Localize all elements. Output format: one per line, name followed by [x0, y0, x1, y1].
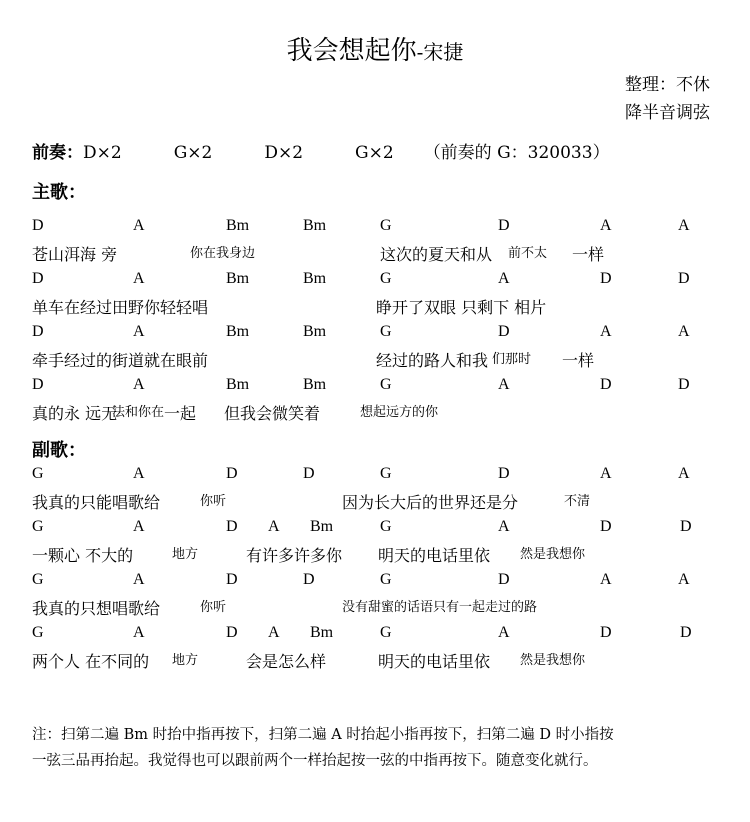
chord-symbol: A	[678, 323, 690, 340]
chord-symbol: D	[226, 465, 238, 482]
chord-symbol: A	[133, 465, 145, 482]
chord-symbol: A	[268, 624, 280, 641]
chord-symbol: A	[678, 465, 690, 482]
chord-symbol: A	[133, 270, 145, 287]
chord-symbol: D	[600, 376, 612, 393]
chord-symbol: D	[32, 323, 44, 340]
chord-symbol: A	[133, 323, 145, 340]
lyric-segment: 这次的夏天和从	[380, 245, 493, 264]
chord-symbol: G	[380, 323, 392, 340]
chord-symbol: G	[32, 518, 44, 535]
chord-symbol: D	[498, 217, 510, 234]
footnote	[32, 722, 614, 774]
chord-symbol: A	[498, 624, 510, 641]
intro-chord: D×2	[83, 143, 122, 163]
chord-symbol: G	[380, 270, 392, 287]
chord-symbol: A	[678, 571, 690, 588]
chord-symbol: A	[133, 624, 145, 641]
chord-symbol: Bm	[303, 270, 327, 287]
lyric-segment: 们那时	[492, 352, 532, 367]
chord-symbol: D	[600, 624, 612, 641]
chord-symbol: D	[600, 518, 612, 535]
lyric-segment: 法和你在	[112, 405, 165, 420]
chord-symbol: G	[32, 465, 44, 482]
chord-symbol: D	[303, 571, 315, 588]
lyric-segment: 你听	[200, 494, 227, 509]
lyric-segment: 睁开了双眼 只剩下 相片	[376, 298, 547, 317]
lyric-segment: 经过的路人和我	[376, 351, 489, 370]
lyric-segment: 但我会微笑着	[224, 404, 321, 423]
chord-symbol: G	[380, 571, 392, 588]
song-title-line	[0, 30, 750, 67]
lyric-segment: 我真的只能唱歌给	[32, 493, 161, 512]
chord-symbol: G	[380, 624, 392, 641]
lyric-segment: 有许多许多你	[246, 546, 343, 565]
chord-symbol: D	[32, 270, 44, 287]
lyric-segment: 地方	[172, 547, 199, 562]
chord-symbol: D	[680, 518, 692, 535]
chord-symbol: Bm	[303, 217, 327, 234]
chord-symbol: A	[600, 217, 612, 234]
chord-symbol: D	[498, 571, 510, 588]
chord-symbol: A	[133, 571, 145, 588]
chord-symbol: D	[226, 624, 238, 641]
lyric-segment: 苍山洱海 旁	[32, 245, 118, 264]
chord-symbol: Bm	[310, 624, 334, 641]
chord-symbol: Bm	[303, 376, 327, 393]
chord-symbol: G	[32, 624, 44, 641]
chord-symbol: Bm	[226, 323, 250, 340]
chord-symbol: Bm	[226, 217, 250, 234]
chord-symbol: G	[380, 376, 392, 393]
chord-symbol: D	[680, 624, 692, 641]
chord-symbol: G	[380, 518, 392, 535]
chord-symbol: A	[133, 376, 145, 393]
chord-symbol: D	[226, 571, 238, 588]
intro-note: （前奏的 G：320033）	[423, 143, 610, 163]
chord-symbol: A	[133, 518, 145, 535]
lyric-segment: 地方	[172, 653, 199, 668]
chord-symbol: A	[678, 217, 690, 234]
lyric-segment: 明天的电话里依	[378, 652, 491, 671]
intro-chord: G×2	[355, 143, 394, 163]
lyric-segment: 没有甜蜜的话语只有一起走过的路	[342, 600, 538, 615]
lyric-segment: 两个人 在不同的	[32, 652, 150, 671]
intro-label: 前奏：	[32, 143, 83, 163]
chord-symbol: A	[268, 518, 280, 535]
lyric-segment: 然是我想你	[520, 653, 586, 668]
lyric-segment: 一颗心 不大的	[32, 546, 134, 565]
lyric-segment: 一样	[562, 351, 595, 370]
lyric-segment: 明天的电话里依	[378, 546, 491, 565]
lyric-segment: 你听	[200, 600, 227, 615]
credit-arranger: 整理：不休	[625, 75, 710, 95]
chord-symbol: A	[498, 270, 510, 287]
song-title: 我会想起你	[286, 36, 417, 66]
chorus-label: 副歌：	[32, 440, 86, 461]
lyric-segment: 会是怎么样	[246, 652, 327, 671]
chord-symbol: A	[498, 376, 510, 393]
chord-symbol: D	[498, 465, 510, 482]
chord-symbol: A	[600, 465, 612, 482]
lyric-segment: 不清	[564, 494, 591, 509]
chord-symbol: D	[226, 518, 238, 535]
footnote-line: 注：扫第二遍 Bm 时抬中指再按下，扫第二遍 A 时抬起小指再按下，扫第二遍 D 时小指按	[32, 727, 614, 743]
footnote-line: 一弦三品再抬起。我觉得也可以跟前两个一样抬起按一弦的中指再按下。随意变化就行。	[32, 753, 598, 769]
chord-symbol: D	[303, 465, 315, 482]
lyric-segment: 一起	[164, 404, 197, 423]
chord-symbol: Bm	[303, 323, 327, 340]
lyric-segment: 单车在经过田野你轻轻唱	[32, 298, 209, 317]
lyric-segment: 我真的只想唱歌给	[32, 599, 161, 618]
chord-symbol: G	[380, 465, 392, 482]
song-artist: -宋捷	[416, 40, 464, 64]
lyric-segment: 因为长大后的世界还是分	[342, 493, 519, 512]
lyric-segment: 你在我身边	[190, 246, 256, 261]
credit-tuning: 降半音调弦	[625, 103, 710, 123]
chord-symbol: A	[600, 323, 612, 340]
verse-label: 主歌：	[32, 182, 86, 203]
chord-symbol: D	[32, 217, 44, 234]
chord-symbol: D	[498, 323, 510, 340]
chord-symbol: D	[32, 376, 44, 393]
chord-symbol: A	[133, 217, 145, 234]
chord-symbol: D	[600, 270, 612, 287]
lyric-segment: 真的永 远无	[32, 404, 118, 423]
chord-symbol: D	[678, 376, 690, 393]
lyric-segment: 前不太	[508, 246, 548, 261]
intro-chord: D×2	[264, 143, 304, 163]
chord-symbol: A	[498, 518, 510, 535]
lyric-segment: 一样	[572, 245, 605, 264]
intro-chord: G×2	[173, 143, 213, 163]
lyric-segment: 然是我想你	[520, 547, 586, 562]
chord-symbol: G	[380, 217, 392, 234]
chord-symbol: Bm	[226, 270, 250, 287]
chord-symbol: D	[678, 270, 690, 287]
intro-line	[32, 138, 610, 163]
chord-symbol: Bm	[226, 376, 250, 393]
chord-symbol: Bm	[310, 518, 334, 535]
lyric-segment: 想起远方的你	[360, 405, 439, 420]
chord-symbol: G	[32, 571, 44, 588]
lyric-segment: 牵手经过的街道就在眼前	[32, 351, 209, 370]
chord-symbol: A	[600, 571, 612, 588]
